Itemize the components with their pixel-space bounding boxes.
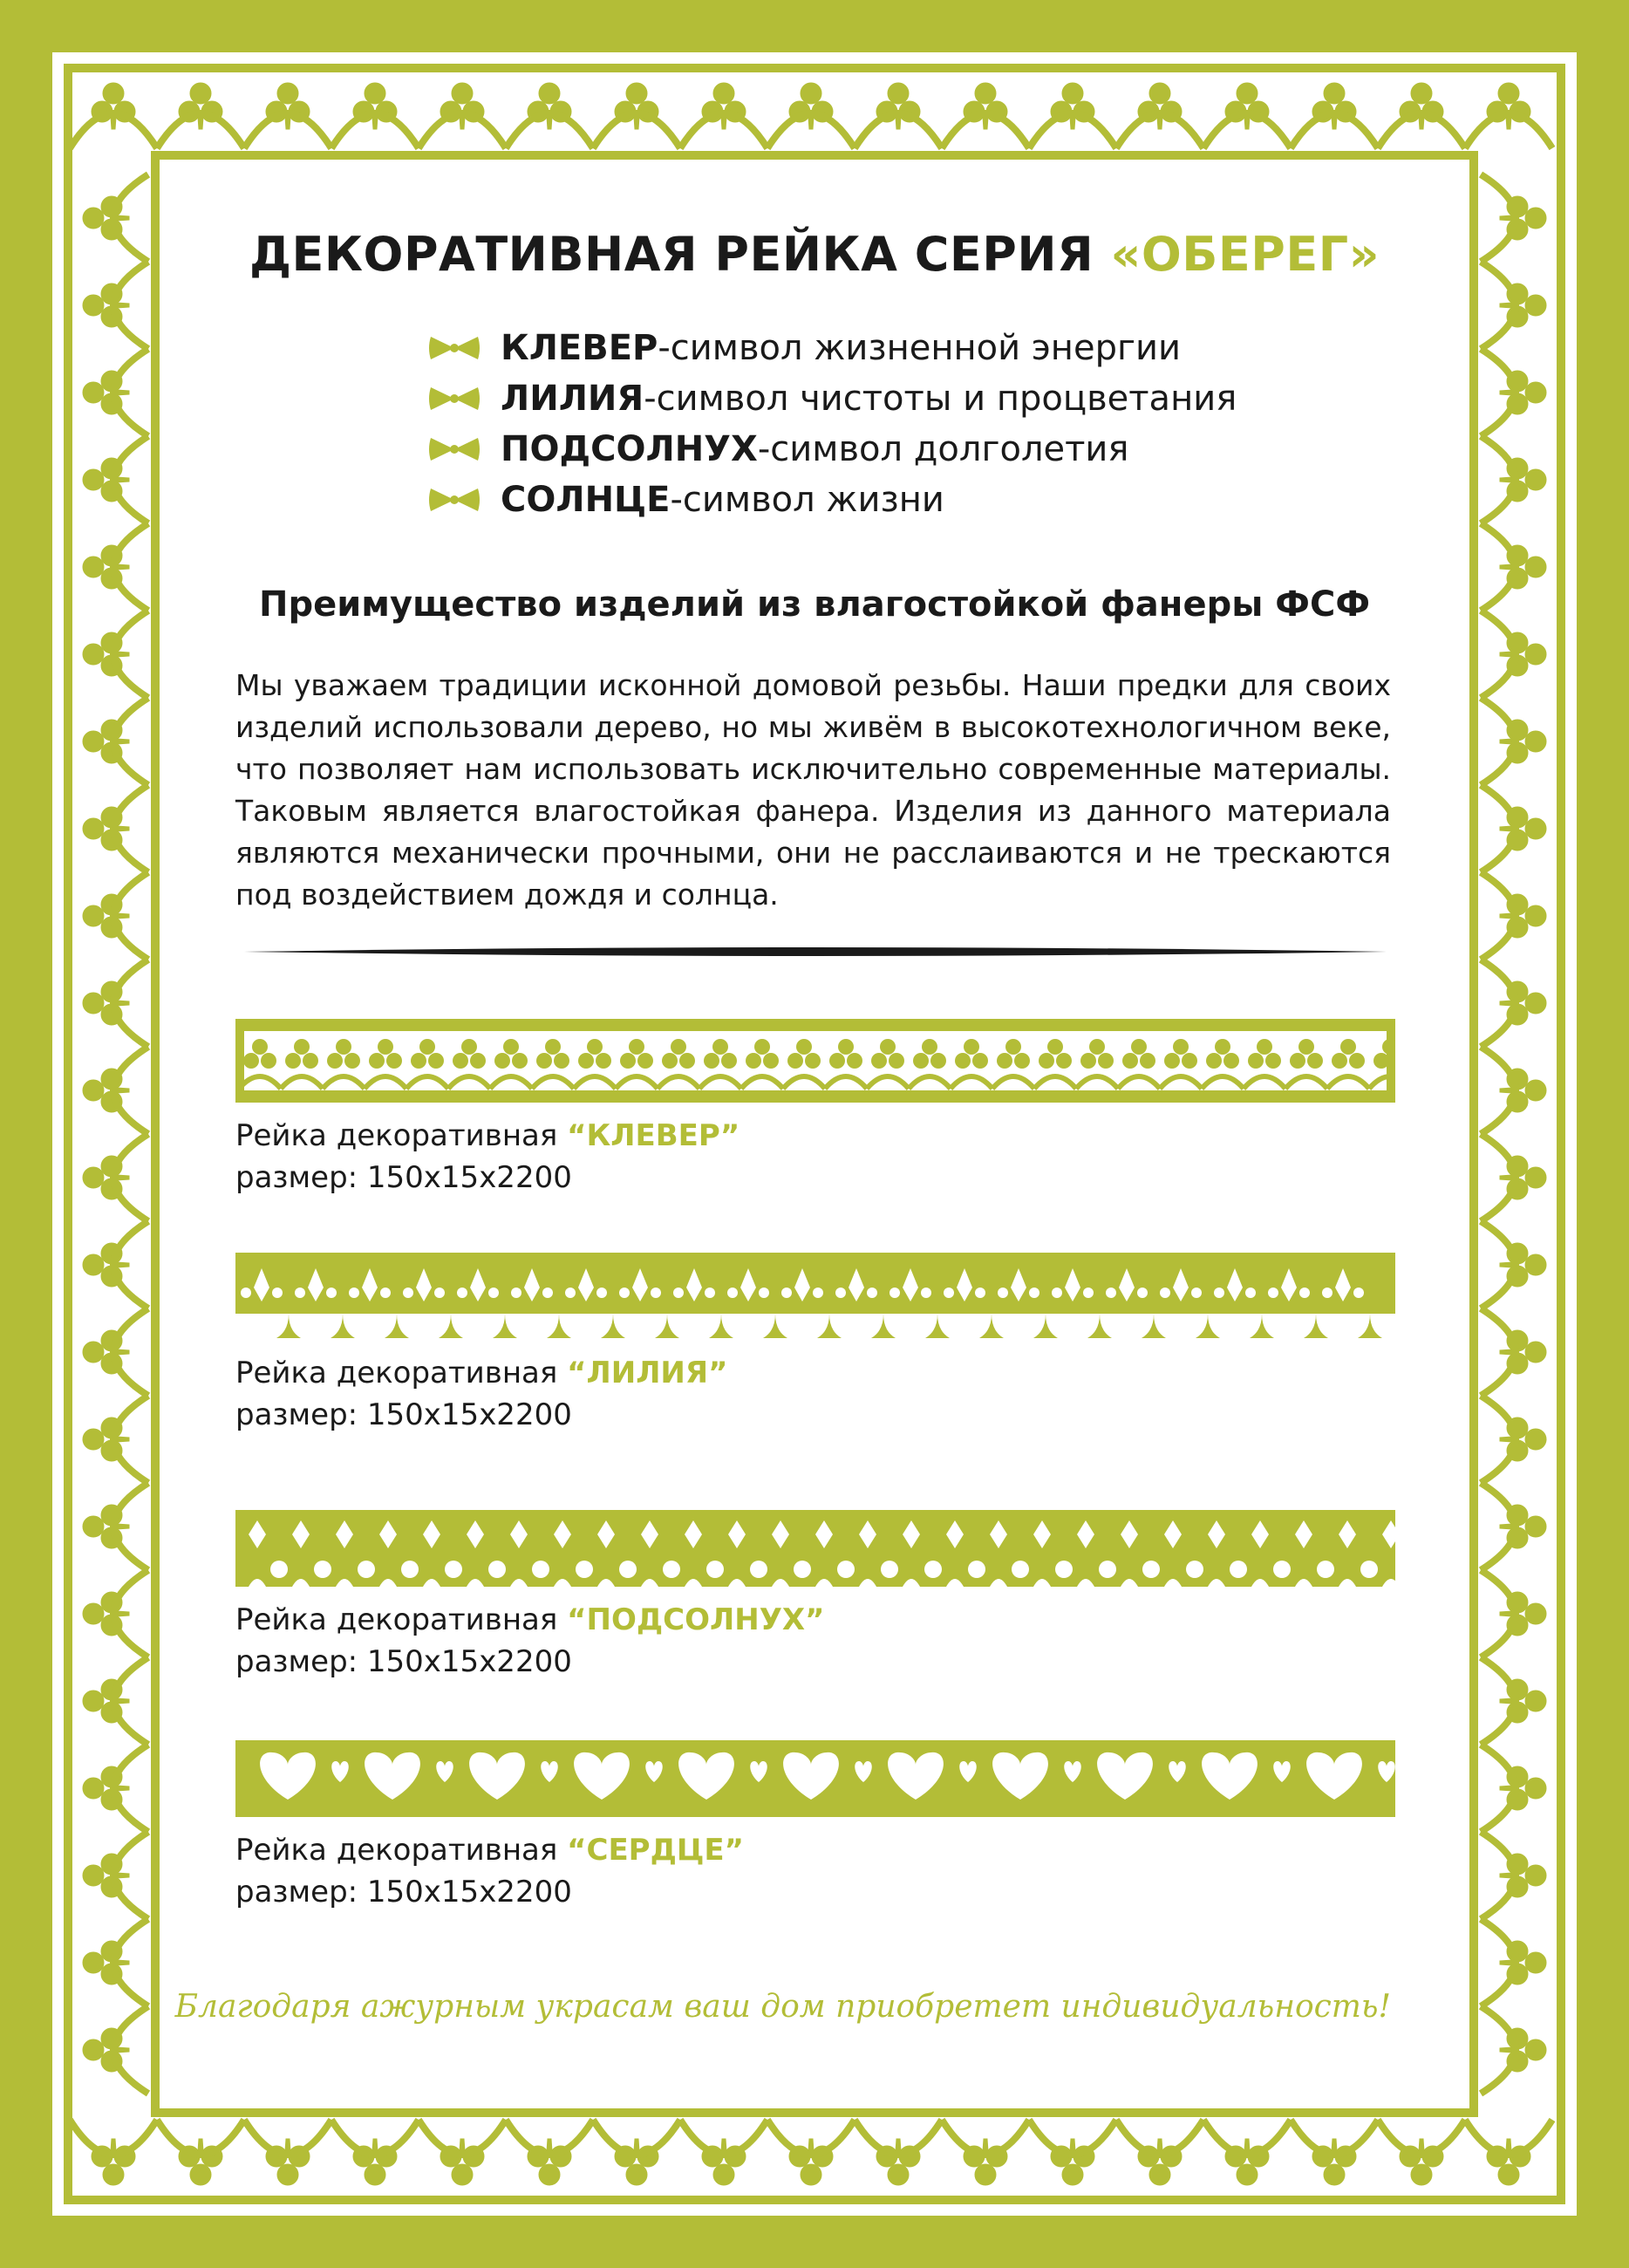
sunflower-circle <box>1230 1561 1247 1578</box>
sunflower-circle <box>314 1561 331 1578</box>
lily-dot <box>781 1288 792 1298</box>
lily-dot <box>1160 1288 1170 1298</box>
lily-dot <box>1268 1288 1278 1298</box>
sunflower-circle <box>837 1561 855 1578</box>
clover-leaf <box>880 1039 896 1055</box>
product-size: размер: 150х15х2200 <box>235 1644 572 1679</box>
clover-leaf <box>1122 1053 1138 1069</box>
page-title <box>174 227 1455 282</box>
rail-cutout <box>235 1314 1395 1340</box>
lily-dot <box>295 1288 305 1298</box>
advantage-heading: Преимущество изделий из влагостойкой фанеры ФСФ <box>258 584 1370 625</box>
clover-leaf <box>1182 1053 1197 1069</box>
lily-dot <box>921 1288 931 1298</box>
lily-dot <box>1029 1288 1039 1298</box>
lily-dot <box>434 1288 445 1298</box>
clover-leaf <box>838 1039 854 1055</box>
clover-leaf <box>829 1053 845 1069</box>
product-caption <box>235 1115 1395 1199</box>
clover-leaf <box>746 1053 761 1069</box>
rail-cutout <box>235 1730 1395 1740</box>
sunflower-circle <box>1142 1561 1160 1578</box>
product-size: размер: 150х15х2200 <box>235 1397 572 1432</box>
clover-leaf <box>369 1053 385 1069</box>
product-name: “СЕРДЦЕ” <box>567 1833 744 1868</box>
sunflower-circle <box>968 1561 985 1578</box>
clover-leaf <box>344 1053 360 1069</box>
product-label: Рейка декоративная <box>235 1833 558 1868</box>
symbol-list <box>427 323 1237 525</box>
clover-leaf <box>972 1053 988 1069</box>
sunflower-circle <box>445 1561 462 1578</box>
advantage-text: Мы уважаем традиции исконной домовой резьбы. Наши предки для своих изделий использовали дерево, но мы живём в высокотехнологичном веке, что позволяет нам использовать исключительно современные материалы. Таковым является влагостойкая фанера. Изделия из данного материала являются механически прочными, они не расслаиваются и не трескаются под воздействием дождя и солнца. <box>235 668 1391 912</box>
clover-rail-pattern <box>235 1019 1395 1103</box>
lily-rail-pattern <box>235 1253 1395 1340</box>
clover-leaf <box>378 1039 393 1055</box>
lily-dot <box>1299 1288 1310 1298</box>
rail-cutout <box>235 1498 1395 1510</box>
symbol-meaning: -символ жизни <box>670 480 944 520</box>
clover-leaf <box>1089 1039 1105 1055</box>
clover-leaf <box>536 1053 552 1069</box>
clover-leaf <box>1349 1053 1365 1069</box>
product-lily <box>235 1253 1395 1436</box>
sunflower-circle <box>1186 1561 1203 1578</box>
lily-dot <box>596 1288 607 1298</box>
clover-leaf <box>503 1039 519 1055</box>
symbol-meaning: -символ долголетия <box>757 429 1129 469</box>
clover-leaf <box>252 1039 268 1055</box>
sunflower-circle <box>706 1561 724 1578</box>
clover-leaf <box>679 1053 695 1069</box>
sunflower-circle <box>576 1561 593 1578</box>
heart-rail-pattern <box>235 1730 1395 1817</box>
sunflower-circle <box>1055 1561 1073 1578</box>
bow-bullet-icon <box>427 335 481 361</box>
lily-dot <box>488 1288 499 1298</box>
clover-leaf <box>285 1053 301 1069</box>
lily-dot <box>619 1288 630 1298</box>
symbol-name: ПОДСОЛНУХ <box>501 429 758 469</box>
clover-leaf <box>721 1053 737 1069</box>
lily-dot <box>813 1288 823 1298</box>
clover-leaf <box>428 1053 444 1069</box>
clover-leaf <box>796 1039 812 1055</box>
bow-bullet-icon <box>427 487 481 513</box>
slogan: Благодаря ажурным украсам ваш дом приобретет индивидуальность! <box>174 1989 1391 2025</box>
clover-leaf <box>704 1053 719 1069</box>
clover-leaf <box>512 1053 528 1069</box>
clover-leaf <box>336 1039 351 1055</box>
clover-leaf <box>419 1039 435 1055</box>
clover-leaf <box>662 1053 678 1069</box>
lily-dot <box>705 1288 715 1298</box>
sunflower-circle <box>1099 1561 1116 1578</box>
clover-leaf <box>1080 1053 1096 1069</box>
lily-dot <box>1106 1288 1116 1298</box>
product-caption <box>235 1352 1395 1436</box>
sunflower-circle <box>750 1561 767 1578</box>
clover-leaf <box>243 1053 259 1069</box>
symbol-name: КЛЕВЕР <box>501 328 658 368</box>
product-sunflower <box>235 1498 1395 1683</box>
lily-dot <box>727 1288 738 1298</box>
clover-leaf <box>1307 1053 1323 1069</box>
lily-dot <box>998 1288 1008 1298</box>
sunflower-circle <box>270 1561 288 1578</box>
lily-dot <box>326 1288 337 1298</box>
clover-leaf <box>871 1053 887 1069</box>
sunflower-circle <box>1273 1561 1291 1578</box>
clover-leaf <box>922 1039 937 1055</box>
lily-dot <box>759 1288 769 1298</box>
sunflower-circle <box>1317 1561 1334 1578</box>
symbol-meaning: -символ чистоты и процветания <box>644 379 1237 419</box>
clover-leaf <box>470 1053 486 1069</box>
lily-dot <box>975 1288 985 1298</box>
lily-dot <box>867 1288 877 1298</box>
lily-dot <box>511 1288 521 1298</box>
sunflower-circle <box>532 1561 549 1578</box>
bow-bullet-icon <box>427 386 481 412</box>
lily-dot <box>889 1288 900 1298</box>
clover-leaf <box>386 1053 402 1069</box>
clover-leaf <box>1223 1053 1239 1069</box>
clover-leaf <box>1131 1039 1147 1055</box>
clover-leaf <box>1164 1053 1180 1069</box>
product-label: Рейка декоративная <box>235 1118 558 1153</box>
lily-dot <box>1214 1288 1224 1298</box>
lily-dot <box>565 1288 576 1298</box>
clover-leaf <box>1039 1053 1054 1069</box>
sunflower-circle <box>358 1561 375 1578</box>
list-item <box>427 323 1237 373</box>
clover-leaf <box>1298 1039 1314 1055</box>
sunflower-circle <box>924 1561 942 1578</box>
lily-dot <box>835 1288 846 1298</box>
product-label: Рейка декоративная <box>235 1602 558 1637</box>
product-heart <box>235 1730 1395 1913</box>
clover-leaf <box>712 1039 728 1055</box>
sunflower-circle <box>663 1561 680 1578</box>
lily-dot <box>457 1288 467 1298</box>
title-main: ДЕКОРАТИВНАЯ РЕЙКА СЕРИЯ <box>249 227 1094 282</box>
clover-leaf <box>1373 1053 1389 1069</box>
clover-leaf <box>494 1053 510 1069</box>
clover-leaf <box>930 1053 946 1069</box>
lily-dot <box>380 1288 391 1298</box>
product-caption <box>235 1829 1395 1913</box>
sunflower-circle <box>1360 1561 1378 1578</box>
lily-dot <box>673 1288 684 1298</box>
lily-dot <box>1052 1288 1062 1298</box>
sunflower-circle <box>619 1561 637 1578</box>
clover-leaf <box>554 1053 569 1069</box>
clover-leaf <box>1215 1039 1230 1055</box>
lily-dot <box>241 1288 251 1298</box>
lily-dot <box>349 1288 359 1298</box>
clover-leaf <box>913 1053 929 1069</box>
clover-leaf <box>545 1039 561 1055</box>
clover-leaf <box>1248 1053 1264 1069</box>
title-accent: «ОБЕРЕГ» <box>1110 227 1380 282</box>
sunflower-circle <box>794 1561 811 1578</box>
sunflower-circle <box>488 1561 506 1578</box>
product-size: размер: 150х15х2200 <box>235 1875 572 1909</box>
clover-leaf <box>637 1053 653 1069</box>
lily-dot <box>1245 1288 1256 1298</box>
clover-leaf <box>964 1039 979 1055</box>
clover-leaf <box>1340 1039 1356 1055</box>
clover-leaf <box>453 1053 468 1069</box>
clover-leaf <box>620 1053 636 1069</box>
product-clover <box>235 1019 1395 1199</box>
clover-leaf <box>763 1053 779 1069</box>
symbol-meaning: -символ жизненной энергии <box>658 328 1181 368</box>
list-item <box>427 424 1237 475</box>
clover-leaf <box>596 1053 611 1069</box>
poster-content <box>174 174 1455 2092</box>
lily-dot <box>651 1288 661 1298</box>
product-size: размер: 150х15х2200 <box>235 1160 572 1195</box>
clover-leaf <box>629 1039 644 1055</box>
clover-leaf <box>997 1053 1012 1069</box>
clover-leaf <box>671 1039 686 1055</box>
clover-leaf <box>1332 1053 1347 1069</box>
lily-dot <box>1083 1288 1094 1298</box>
sunflower-rail-pattern <box>235 1498 1395 1587</box>
list-item <box>427 373 1237 424</box>
clover-leaf <box>787 1053 803 1069</box>
divider <box>244 945 1387 959</box>
clover-leaf <box>1047 1039 1063 1055</box>
clover-leaf <box>1014 1053 1030 1069</box>
clover-leaf <box>889 1053 904 1069</box>
clover-leaf <box>1140 1053 1155 1069</box>
clover-leaf <box>587 1039 603 1055</box>
product-name: “ЛИЛИЯ” <box>567 1356 728 1390</box>
clover-leaf <box>955 1053 971 1069</box>
clover-leaf <box>1265 1053 1281 1069</box>
clover-leaf <box>1290 1053 1305 1069</box>
lily-dot <box>403 1288 413 1298</box>
sunflower-circle <box>881 1561 898 1578</box>
lily-dot <box>272 1288 283 1298</box>
clover-leaf <box>1098 1053 1114 1069</box>
clover-leaf <box>805 1053 821 1069</box>
clover-leaf <box>294 1039 310 1055</box>
clover-leaf <box>754 1039 770 1055</box>
product-name: “КЛЕВЕР” <box>567 1118 740 1153</box>
clover-leaf <box>847 1053 862 1069</box>
clover-leaf <box>1173 1039 1189 1055</box>
clover-leaf <box>327 1053 343 1069</box>
lily-dot <box>1191 1288 1202 1298</box>
lily-dot <box>944 1288 954 1298</box>
symbol-name: ЛИЛИЯ <box>501 379 644 419</box>
clover-leaf <box>1206 1053 1222 1069</box>
clover-leaf <box>461 1039 477 1055</box>
lily-dot <box>1322 1288 1333 1298</box>
list-item <box>427 475 1237 525</box>
clover-leaf <box>1005 1039 1021 1055</box>
lily-dot <box>542 1288 553 1298</box>
bow-bullet-icon <box>427 436 481 462</box>
clover-leaf <box>411 1053 426 1069</box>
clover-leaf <box>303 1053 318 1069</box>
sunflower-circle <box>1012 1561 1029 1578</box>
clover-leaf <box>1257 1039 1272 1055</box>
product-caption <box>235 1599 1395 1683</box>
clover-leaf <box>1056 1053 1072 1069</box>
product-label: Рейка декоративная <box>235 1356 558 1390</box>
product-name: “ПОДСОЛНУХ” <box>567 1602 825 1637</box>
sunflower-circle <box>401 1561 419 1578</box>
lily-dot <box>1137 1288 1148 1298</box>
symbol-name: СОЛНЦЕ <box>501 480 671 520</box>
lily-dot <box>1353 1288 1364 1298</box>
clover-leaf <box>261 1053 276 1069</box>
clover-leaf <box>578 1053 594 1069</box>
